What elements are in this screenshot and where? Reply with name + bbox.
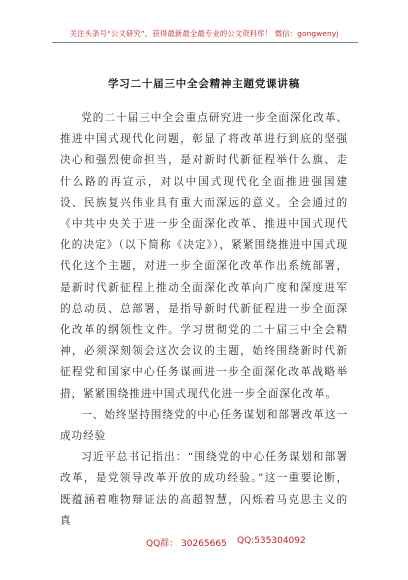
footer-qq-group: QQ群： 30265665 <box>146 539 227 549</box>
footer-qq-contact: QQ:535304092 <box>237 536 306 546</box>
body-paragraph: 党的二十届三中全会重点研究进一步全面深化改革、推进中国式现代化问题，彰显了将改革进行到底的坚强决心和强烈使命担当，是对新时代新征程举什么旗、走什么路的再宣示，对以中国式现代化全面推进强国建设、民族复兴伟业具有重大而深远的意义。全会通过的《中共中央关于进一步全面深化改革、推进中国式现代化的决定》（以下简称《决定》），紧紧围绕推进中国式现代化这个主题，对进一步全面深化改革作出系统部署，是新时代新征程上推动全面深化改革向广度和深度进军的总动员、总部署，是指导新时代新征程进一步全面深化改革的纲领性文件。学习贯彻党的二十届三中全会精神，必须深刻领会这次会议的主题，始终围绕新时代新征程党和国家中心任务谋画进一步全面深化改革战略举措，紧紧围绕推进中国式现代化进一步全面深化改革。 <box>60 112 348 400</box>
section-heading: 一、始终坚持围绕党的中心任务谋划和部署改革这一成功经验 <box>60 408 348 443</box>
document-body <box>60 108 348 532</box>
header-divider <box>52 42 358 43</box>
header-banner: 关注头条号“公文研究”，获得最新最全最专业的公文资料库！ 微信：gongwenyj <box>69 29 339 38</box>
document-title: 学习二十届三中全会精神主题党课讲稿 <box>107 78 301 90</box>
body-paragraph: 习近平总书记指出：“围绕党的中心任务谋划和部署改革，是党领导改革开放的成功经验。”这一重要论断，既蕴涵着唯物辩证法的高超智慧，闪烁着马克思主义的真 <box>60 451 348 527</box>
